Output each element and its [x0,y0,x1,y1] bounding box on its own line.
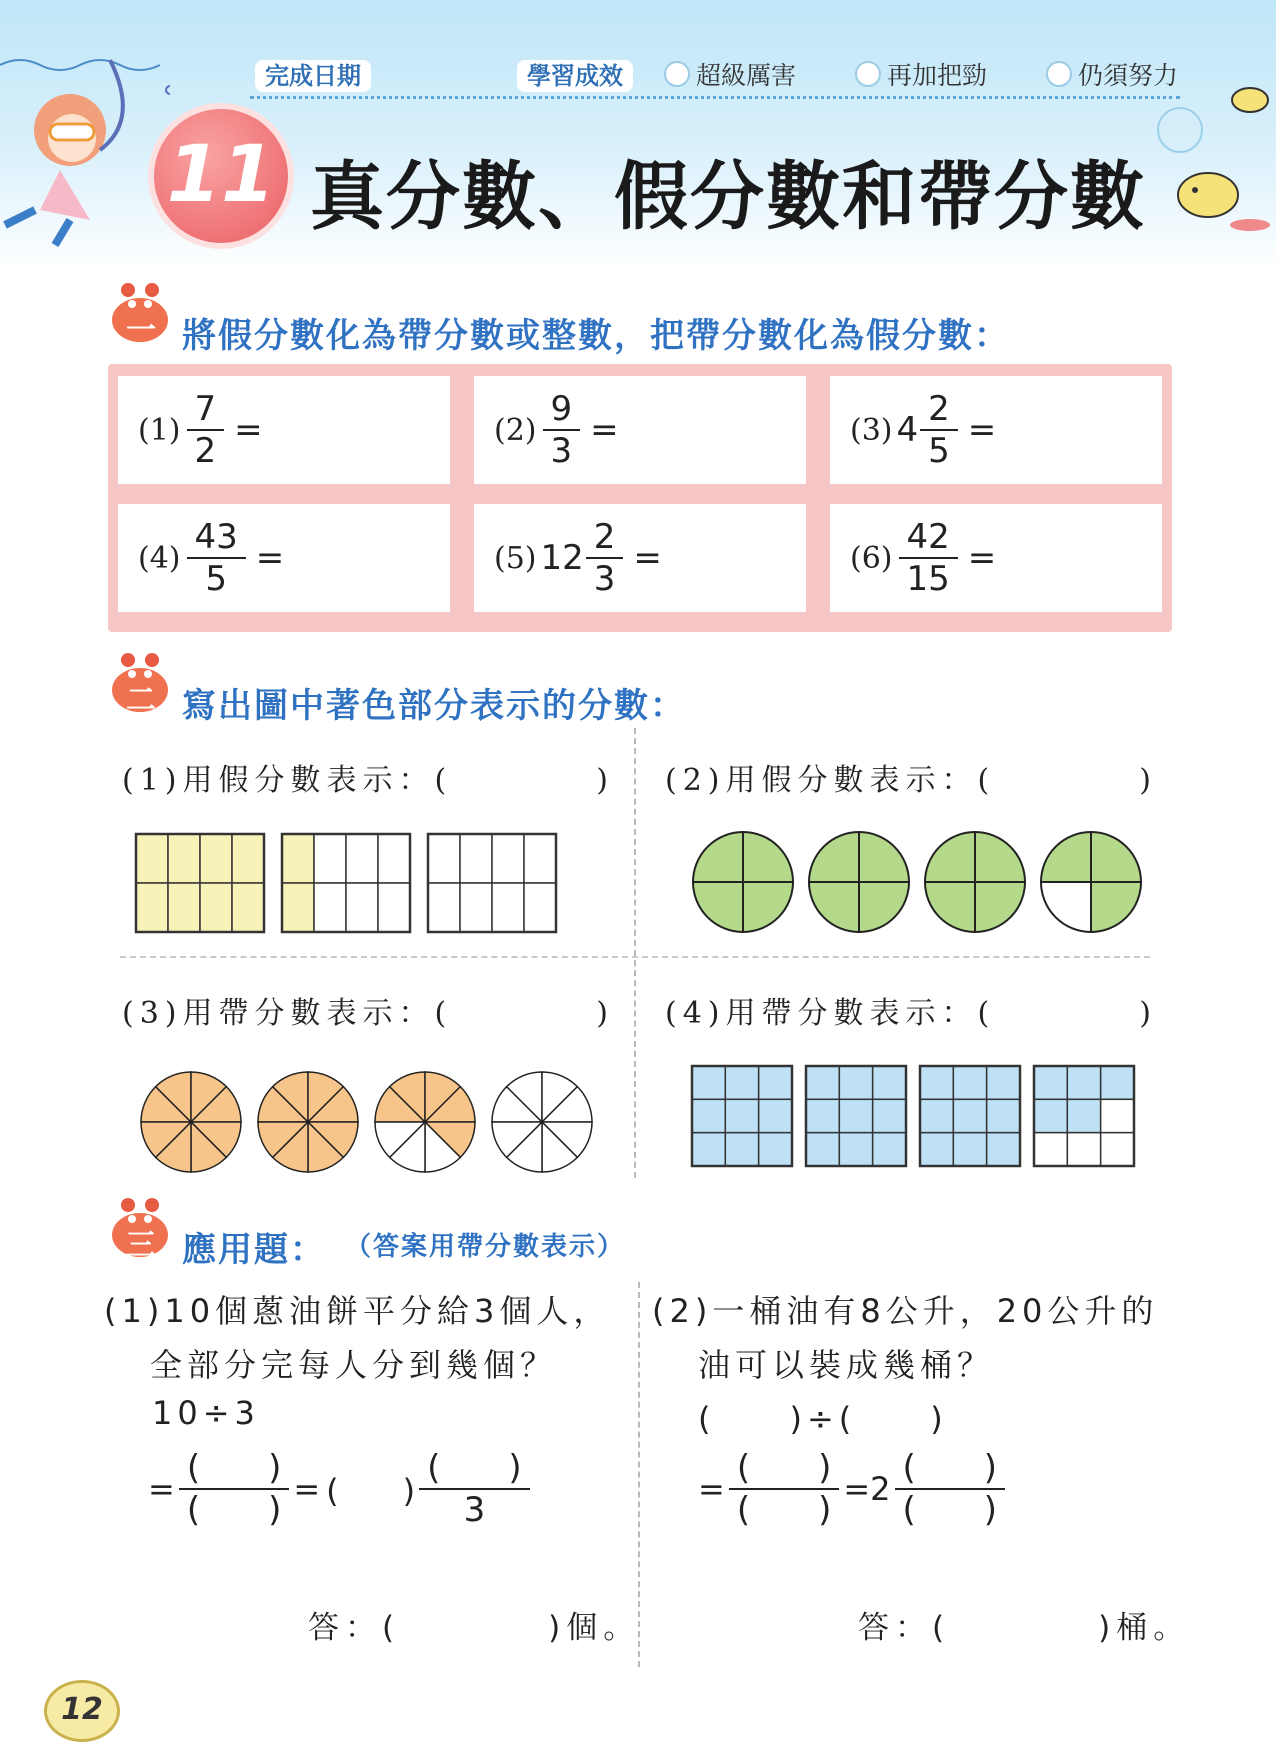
figure-squares-blue [688,1062,1148,1172]
conversion-cell: (1) $\frac{7}{2}$ = [118,376,450,484]
problem-2-answer[interactable]: 答：( )桶。 [858,1610,1191,1646]
radio-icon [664,61,690,87]
section1-title: 將假分數化為帶分數或整數，把帶分數化為假分數： [182,316,1010,356]
circle-figure [1041,832,1141,932]
rating-option-3[interactable]: 仍須努力 [1046,56,1178,92]
date-label-chip: 完成日期 [255,56,371,91]
page-title: 真分數、假分數和帶分數 [310,154,1146,240]
divider [634,728,636,1178]
conversion-cell: (6) $\frac{42}{15}$ = [830,504,1162,612]
problem-2-line2: 油可以裝成幾桶？ [698,1346,995,1384]
conversion-cell: (5) 12 $\frac{2}{3}$ = [474,504,806,612]
problem-1-answer[interactable]: 答：( )個。 [308,1610,641,1646]
conversion-grid [108,364,1172,632]
problem-2-expression: ( )÷( ) [698,1400,948,1438]
circle-figure [492,1072,592,1172]
rectangle-figure [282,834,410,932]
problem-1-equation: = $\frac{( )}{( )}$ = ( ) $\frac{( )}{3}$ [148,1448,534,1530]
conversion-cell: (3) 4 $\frac{2}{5}$ = [830,376,1162,484]
square-figure [1034,1066,1134,1166]
circle-figure [693,832,793,932]
question-2-3-label: (3)用帶分數表示：( ) [122,996,614,1031]
square-figure [806,1066,906,1166]
rectangle-figure [136,834,264,932]
problem-1-line1: (1)10個蔥油餅平分給3個人， [104,1292,611,1330]
section-badge-2: 二 [126,683,156,718]
section2-title: 寫出圖中著色部分表示的分數： [182,686,686,726]
problem-2-line1: (2)一桶油有8公升，20公升的 [652,1292,1159,1330]
conversion-cell: (2) $\frac{9}{3}$ = [474,376,806,484]
question-2-4-label: (4)用帶分數表示：( ) [665,996,1157,1031]
diver-girl-illustration [0,20,170,250]
conversion-cell: (4) $\frac{43}{5}$ = [118,504,450,612]
fraction: $\frac{2}{5}$ [924,389,954,471]
page-number: 12 [44,1680,120,1742]
fraction: $\frac{2}{3}$ [590,517,620,599]
rating-option-2[interactable]: 再加把勁 [855,56,987,92]
radio-icon [855,61,881,87]
section-badge-1: 一 [126,313,156,348]
section3-title: 應用題： [182,1230,326,1270]
lesson-number-badge: 11 [148,103,294,249]
fraction: $\frac{7}{2}$ [191,389,221,471]
circle-figure [809,832,909,932]
figure-rectangles-yellow [130,830,570,940]
problem-1-line2: 全部分完每人分到幾個？ [150,1346,558,1384]
rectangle-figure [428,834,556,932]
fraction: $\frac{43}{5}$ [191,517,242,599]
circle-figure [925,832,1025,932]
question-2-2-label: (2)用假分數表示：( ) [665,763,1157,798]
section3-note: （答案用帶分數表示） [345,1232,626,1262]
wave-line [250,92,1180,99]
fraction: $\frac{9}{3}$ [547,389,577,471]
figure-circles-green [685,828,1145,938]
problem-1-expression: 10÷3 [152,1394,260,1432]
problem-2-equation: = $\frac{( )}{( )}$ =2 $\frac{( )}{( )}$ [698,1448,1009,1530]
fish-illustration [1140,70,1276,270]
circle-figure [258,1072,358,1172]
divider [120,956,1150,958]
section-badge-3: 三 [126,1228,156,1263]
radio-icon [1046,61,1072,87]
figure-circles-orange [135,1068,595,1178]
fraction: $\frac{42}{15}$ [903,517,954,599]
square-figure [692,1066,792,1166]
question-2-1-label: (1)用假分數表示：( ) [122,763,614,798]
circle-figure [141,1072,241,1172]
circle-figure [375,1072,475,1172]
square-figure [920,1066,1020,1166]
effect-label-chip: 學習成效 [517,56,633,91]
rating-option-1[interactable]: 超級厲害 [664,56,796,92]
